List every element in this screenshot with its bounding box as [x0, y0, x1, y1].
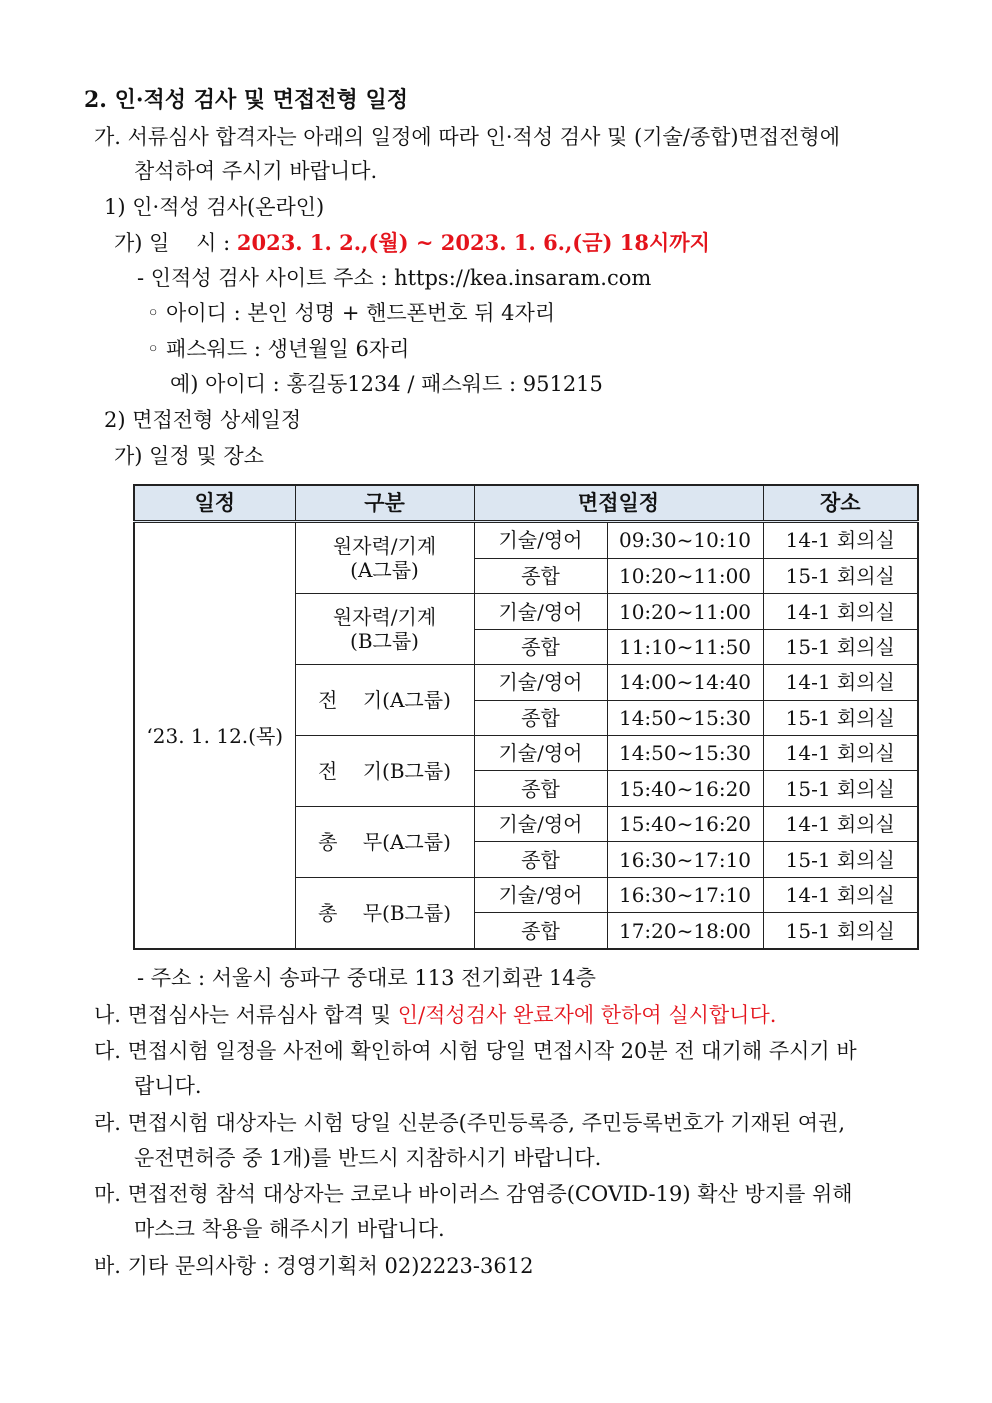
paragraph-na-emphasis: 인/적성검사 완료자에 한하여 실시합니다.: [397, 1003, 777, 1027]
group-name-line1: 원자력/기계: [332, 605, 437, 630]
interview-time-cell: 15:40∼16:20: [607, 771, 763, 806]
interview-schedule-subtitle: 가) 일정 및 장소: [114, 444, 264, 468]
interview-time-cell: 17:20∼18:00: [607, 913, 763, 949]
location-cell: 15-1 회의실: [763, 771, 918, 806]
location-cell: 15-1 회의실: [763, 842, 918, 877]
aptitude-site: - 인적성 검사 사이트 주소 : https://kea.insaram.com: [137, 266, 652, 290]
group-name-line1: 총 무(B그룹): [317, 900, 451, 925]
group-name-cell: [295, 736, 474, 807]
interview-time-cell: 14:50∼15:30: [607, 736, 763, 771]
location-cell: 14-1 회의실: [763, 522, 918, 559]
interview-time-cell: 16:30∼17:10: [607, 877, 763, 912]
interview-time-cell: 14:00∼14:40: [607, 665, 763, 700]
group-name-cell: [295, 594, 474, 665]
table-header-row: [134, 485, 918, 522]
paragraph-ga-line2: 참석하여 주시기 바랍니다.: [134, 159, 378, 183]
location-cell: 15-1 회의실: [763, 913, 918, 949]
paragraph-ra-line2: 운전면허증 중 1개)를 반드시 지참하시기 바랍니다.: [134, 1146, 602, 1170]
location-cell: 15-1 회의실: [763, 629, 918, 664]
paragraph-na: [94, 1001, 776, 1029]
paragraph-ga-line1: 가. 서류심사 합격자는 아래의 일정에 따라 인·적성 검사 및 (기술/종합)면접전형에: [94, 125, 841, 149]
aptitude-pw-rule: ◦ 패스워드 : 생년월일 6자리: [147, 337, 410, 361]
interview-time-cell: 11:10∼11:50: [607, 629, 763, 664]
interview-type-cell: 종합: [474, 629, 607, 664]
group-name-line1: 원자력/기계: [332, 534, 437, 559]
interview-schedule-table: [133, 484, 919, 950]
header-interview-time: 면접일정: [474, 485, 763, 522]
subsection-interview-title: 2) 면접전형 상세일정: [104, 408, 302, 432]
interview-type-cell: 종합: [474, 771, 607, 806]
location-cell: 14-1 회의실: [763, 665, 918, 700]
paragraph-na-text: 나. 면접심사는 서류심사 합격 및: [94, 1003, 398, 1027]
location-cell: 14-1 회의실: [763, 736, 918, 771]
interview-time-cell: 10:20∼11:00: [607, 594, 763, 629]
paragraph-ra-line1: 라. 면접시험 대상자는 시험 당일 신분증(주민등록증, 주민등록번호가 기재된 여권,: [94, 1111, 846, 1135]
group-name-cell: [295, 665, 474, 736]
table-body: [134, 522, 918, 950]
location-cell: 14-1 회의실: [763, 877, 918, 912]
interview-type-cell: 기술/영어: [474, 665, 607, 700]
paragraph-da-line1: 다. 면접시험 일정을 사전에 확인하여 시험 당일 면접시작 20분 전 대기해 주시기 바: [94, 1039, 857, 1063]
interview-type-cell: 종합: [474, 558, 607, 593]
interview-type-cell: 기술/영어: [474, 736, 607, 771]
paragraph-ba: 바. 기타 문의사항 : 경영기획처 02)2223-3612: [94, 1254, 534, 1278]
address-note: - 주소 : 서울시 송파구 중대로 113 전기회관 14층: [137, 966, 596, 990]
paragraph-ma-line1: 마. 면접전형 참석 대상자는 코로나 바이러스 감염증(COVID-19) 확산 방지를 위해: [94, 1182, 853, 1206]
paragraph-ma-line2: 마스크 착용을 해주시기 바랍니다.: [134, 1217, 445, 1241]
group-name-line1: 총 무(A그룹): [318, 829, 451, 854]
header-category: 구분: [295, 485, 474, 522]
interview-type-cell: 기술/영어: [474, 806, 607, 841]
subsection-aptitude-title: 1) 인·적성 검사(온라인): [104, 195, 325, 219]
aptitude-date-value: 2023. 1. 2.,(월) ~ 2023. 1. 6.,(금) 18시까지: [236, 230, 710, 255]
header-location: 장소: [763, 485, 918, 522]
interview-time-cell: 16:30∼17:10: [607, 842, 763, 877]
group-name-cell: [295, 522, 474, 594]
header-date: 일정: [134, 485, 295, 522]
aptitude-example: 예) 아이디 : 홍길동1234 / 패스워드 : 951215: [170, 372, 603, 396]
interview-time-cell: 14:50∼15:30: [607, 700, 763, 735]
group-name-line2: (A그룹): [350, 558, 419, 583]
interview-type-cell: 종합: [474, 700, 607, 735]
interview-time-cell: 15:40∼16:20: [607, 806, 763, 841]
interview-type-cell: 기술/영어: [474, 522, 607, 559]
location-cell: 14-1 회의실: [763, 806, 918, 841]
location-cell: 14-1 회의실: [763, 594, 918, 629]
interview-type-cell: 종합: [474, 913, 607, 949]
group-name-cell: [295, 877, 474, 949]
aptitude-id-rule: ◦ 아이디 : 본인 성명 + 핸드폰번호 뒤 4자리: [147, 301, 556, 325]
interview-time-cell: 09:30~10:10: [607, 522, 763, 559]
table-row: [134, 522, 918, 559]
location-cell: 15-1 회의실: [763, 700, 918, 735]
paragraph-da-line2: 랍니다.: [134, 1074, 202, 1098]
group-name-line2: (B그룹): [350, 629, 419, 654]
group-name-line1: 전 기(B그룹): [317, 758, 451, 783]
interview-type-cell: 종합: [474, 842, 607, 877]
interview-time-cell: 10:20∼11:00: [607, 558, 763, 593]
section-title: 2. 인·적성 검사 및 면접전형 일정: [84, 87, 408, 113]
interview-type-cell: 기술/영어: [474, 594, 607, 629]
aptitude-date-line: [114, 229, 710, 257]
location-cell: 15-1 회의실: [763, 558, 918, 593]
schedule-date-cell: ‘23. 1. 12.(목): [134, 522, 295, 950]
group-name-cell: [295, 806, 474, 877]
group-name-line1: 전 기(A그룹): [318, 688, 451, 713]
interview-type-cell: 기술/영어: [474, 877, 607, 912]
aptitude-date-label: 가) 일 시 :: [114, 231, 237, 255]
